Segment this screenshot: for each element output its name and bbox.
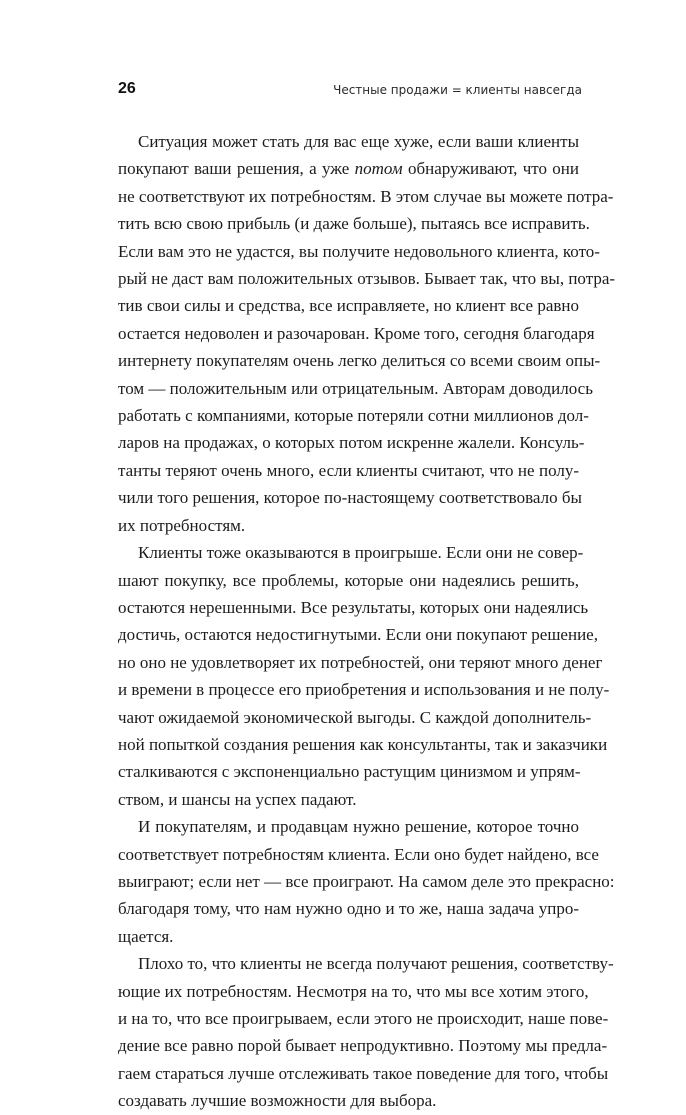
text-line: ством, и шансы на успех падают. [118, 789, 357, 809]
emphasis: потом [354, 159, 403, 179]
text-line: Ситуация может стать для вас еще хуже, если ваши клиенты [138, 132, 579, 151]
text-line: работать с компаниями, которые потеряли сотни миллионов дол- [118, 406, 589, 426]
text-line: создавать лучшие возможности для выбора. [118, 1091, 437, 1111]
paragraph [118, 539, 610, 813]
text-line: благодаря тому, что нам нужно одно и то же, наша задача упро- [118, 899, 579, 919]
text-line: покупают ваши решения, а уже потом обнаруживают, что они [118, 159, 579, 179]
text-line: тив свои силы и средства, все исправляете, но клиент все равно [118, 296, 579, 316]
text-line: и времени в процессе его приобретения и использования и не полу- [118, 680, 610, 700]
text-line: сталкиваются с экспоненциально растущим цинизмом и упрям- [118, 762, 581, 782]
text-line: их потребностям. [118, 515, 246, 535]
text-line: Если вам это не удастся, вы получите недовольного клиента, кото- [118, 241, 600, 261]
text-line: остается недоволен и разочарован. Кроме того, сегодня благодаря [118, 323, 595, 343]
text-line: И покупателям, и продавцам нужно решение, которое точно [138, 817, 579, 837]
paragraph [118, 128, 616, 539]
text-line: Плохо то, что клиенты не всегда получают решения, соответству- [138, 954, 614, 974]
paragraph [118, 813, 615, 950]
body-text [118, 128, 616, 1115]
text-line: ларов на продажах, о которых потом искренне жалели. Консуль- [118, 433, 585, 453]
text-line: ной попыткой создания решения как консультанты, так и заказчики [118, 734, 608, 754]
text-line: остаются нерешенными. Все результаты, которых они надеялись [118, 597, 589, 617]
text-line: чают ожидаемой экономической выгоды. С каждой дополнитель- [118, 707, 592, 727]
text-line: дение все равно порой бывает непродуктивно. Поэтому мы предла- [118, 1036, 608, 1056]
page-header [118, 78, 582, 100]
text-line: гаем стараться лучше отслеживать такое поведение для того, чтобы [118, 1063, 609, 1083]
text-line: тить всю свою прибыль (и даже больше), пытаясь все исправить. [118, 214, 590, 234]
text-line: Клиенты тоже оказываются в проигрыше. Если они не совер- [138, 543, 584, 563]
text-line: и на то, что все проигрываем, если этого не происходит, наше пове- [118, 1009, 609, 1028]
running-head: Честные продажи = клиенты навсегда [333, 83, 582, 97]
text-line: соответствует потребностям клиента. Если оно будет найдено, все [118, 844, 599, 864]
text-line: достичь, остаются недостигнутыми. Если они покупают решение, [118, 625, 598, 645]
text-line: рый не даст вам положительных отзывов. Бывает так, что вы, потра- [118, 269, 616, 289]
text-line: шают покупку, все проблемы, которые они надеялись решить, [118, 570, 579, 590]
text-line: щается. [118, 926, 174, 946]
text-line: выиграют; если нет — все проиграют. На самом деле это прекрасно: [118, 871, 615, 891]
text-line: интернету покупателям очень легко делиться со всеми своим опы- [118, 351, 601, 371]
text-line: не соответствуют их потребностям. В этом случае вы можете потра- [118, 186, 614, 206]
text-line: но оно не удовлетворяет их потребностей, они теряют много денег [118, 652, 603, 672]
text-line: танты теряют очень много, если клиенты считают, что не полу- [118, 460, 579, 480]
text-line: том — положительным или отрицательным. Авторам доводилось [118, 378, 593, 398]
paragraph [118, 950, 614, 1114]
page-number: 26 [118, 80, 136, 97]
text-line: ющие их потребностям. Несмотря на то, что мы все хотим этого, [118, 981, 589, 1001]
text-line: чили того решения, которое по-настоящему соответствовало бы [118, 488, 582, 508]
